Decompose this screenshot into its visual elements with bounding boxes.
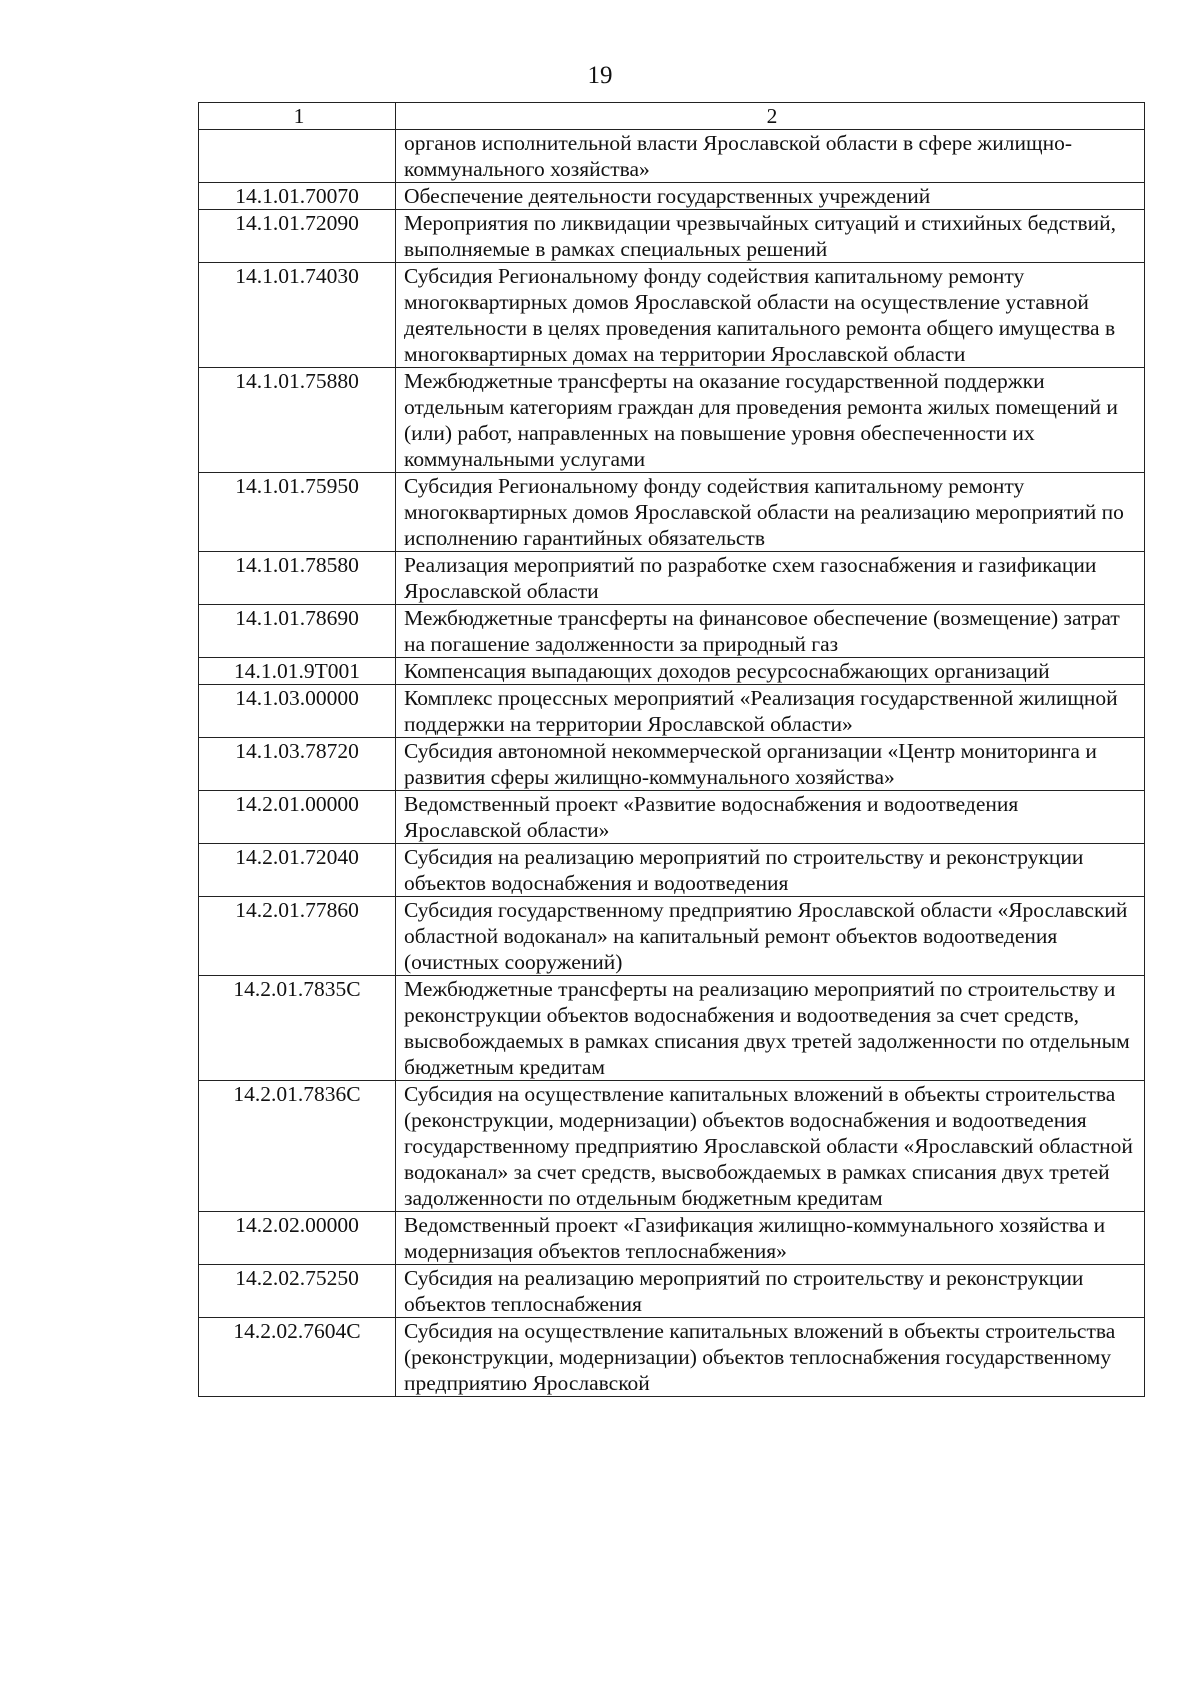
table-row	[199, 1212, 1145, 1265]
description-cell: Ведомственный проект «Развитие водоснабжения и водоотведения Ярославской области»	[396, 791, 1145, 844]
table-row	[199, 1081, 1145, 1212]
table-header-row	[199, 103, 1145, 130]
table-row	[199, 738, 1145, 791]
description-cell: Комплекс процессных мероприятий «Реализация государственной жилищной поддержки на территории Ярославской области»	[396, 685, 1145, 738]
budget-code-cell: 14.1.03.78720	[199, 738, 396, 791]
budget-code-cell: 14.1.01.74030	[199, 263, 396, 368]
budget-code-cell: 14.2.01.7836С	[199, 1081, 396, 1212]
description-cell: Мероприятия по ликвидации чрезвычайных ситуаций и стихийных бедствий, выполняемые в рамках специальных решений	[396, 210, 1145, 263]
budget-code-cell: 14.1.03.00000	[199, 685, 396, 738]
description-cell: Обеспечение деятельности государственных учреждений	[396, 183, 1145, 210]
budget-code-cell: 14.1.01.72090	[199, 210, 396, 263]
description-cell: Межбюджетные трансферты на оказание государственной поддержки отдельным категориям граждан для проведения ремонта жилых помещений и (или) работ, направленных на повышение уровня обеспеченности их коммунальными услугами	[396, 368, 1145, 473]
budget-code-cell: 14.2.02.00000	[199, 1212, 396, 1265]
description-cell: Субсидия автономной некоммерческой организации «Центр мониторинга и развития сферы жилищно-коммунального хозяйства»	[396, 738, 1145, 791]
budget-code-cell: 14.1.01.9Т001	[199, 658, 396, 685]
budget-code-cell: 14.1.01.75950	[199, 473, 396, 552]
description-cell: Межбюджетные трансферты на реализацию мероприятий по строительству и реконструкции объектов водоснабжения и водоотведения за счет средств, высвобождаемых в рамках списания двух третей задолженности по отдельным бюджетным кредитам	[396, 976, 1145, 1081]
budget-code-cell: 14.2.01.72040	[199, 844, 396, 897]
budget-code-cell: 14.2.01.77860	[199, 897, 396, 976]
budget-code-cell: 14.2.01.7835С	[199, 976, 396, 1081]
table-row	[199, 1318, 1145, 1397]
column-header-description: 2	[396, 103, 1145, 130]
table-row	[199, 368, 1145, 473]
description-cell: Компенсация выпадающих доходов ресурсоснабжающих организаций	[396, 658, 1145, 685]
table-row	[199, 791, 1145, 844]
table-row	[199, 844, 1145, 897]
budget-code-cell: 14.2.01.00000	[199, 791, 396, 844]
description-cell: Субсидия на реализацию мероприятий по строительству и реконструкции объектов водоснабжения и водоотведения	[396, 844, 1145, 897]
description-cell: Субсидия Региональному фонду содействия капитальному ремонту многоквартирных домов Ярославской области на осуществление уставной деятельности в целях проведения капитального ремонта общего имущества в многоквартирных домах на территории Ярославской области	[396, 263, 1145, 368]
table-row	[199, 685, 1145, 738]
table-row	[199, 605, 1145, 658]
table-row	[199, 263, 1145, 368]
budget-classification-table	[198, 102, 1145, 1397]
table-row	[199, 183, 1145, 210]
description-cell: Субсидия государственному предприятию Ярославской области «Ярославский областной водоканал» на капитальный ремонт объектов водоотведения (очистных сооружений)	[396, 897, 1145, 976]
description-cell: органов исполнительной власти Ярославской области в сфере жилищно-коммунального хозяйства»	[396, 130, 1145, 183]
budget-code-cell: 14.1.01.75880	[199, 368, 396, 473]
table-row	[199, 552, 1145, 605]
description-cell: Субсидия на реализацию мероприятий по строительству и реконструкции объектов теплоснабжения	[396, 1265, 1145, 1318]
table-row	[199, 1265, 1145, 1318]
description-cell: Ведомственный проект «Газификация жилищно-коммунального хозяйства и модернизация объектов теплоснабжения»	[396, 1212, 1145, 1265]
description-cell: Межбюджетные трансферты на финансовое обеспечение (возмещение) затрат на погашение задолженности за природный газ	[396, 605, 1145, 658]
budget-code-cell: 14.1.01.78580	[199, 552, 396, 605]
table-row	[199, 976, 1145, 1081]
table-row	[199, 658, 1145, 685]
table-row	[199, 473, 1145, 552]
description-cell: Субсидия Региональному фонду содействия капитальному ремонту многоквартирных домов Ярославской области на реализацию мероприятий по исполнению гарантийных обязательств	[396, 473, 1145, 552]
description-cell: Субсидия на осуществление капитальных вложений в объекты строительства (реконструкции, модернизации) объектов теплоснабжения государственному предприятию Ярославской	[396, 1318, 1145, 1397]
description-cell: Реализация мероприятий по разработке схем газоснабжения и газификации Ярославской области	[396, 552, 1145, 605]
page-number: 19	[587, 62, 613, 89]
budget-code-cell: 14.1.01.78690	[199, 605, 396, 658]
column-header-code: 1	[199, 103, 396, 130]
table-row	[199, 897, 1145, 976]
table-row	[199, 210, 1145, 263]
budget-code-cell: 14.2.02.75250	[199, 1265, 396, 1318]
description-cell: Субсидия на осуществление капитальных вложений в объекты строительства (реконструкции, модернизации) объектов водоснабжения и водоотведения государственному предприятию Ярославской области «Ярославский областной водоканал» за счет средств, высвобождаемых в рамках списания двух третей задолженности по отдельным бюджетным кредитам	[396, 1081, 1145, 1212]
table-row	[199, 130, 1145, 183]
budget-code-cell: 14.2.02.7604С	[199, 1318, 396, 1397]
budget-code-cell	[199, 130, 396, 183]
budget-code-cell: 14.1.01.70070	[199, 183, 396, 210]
